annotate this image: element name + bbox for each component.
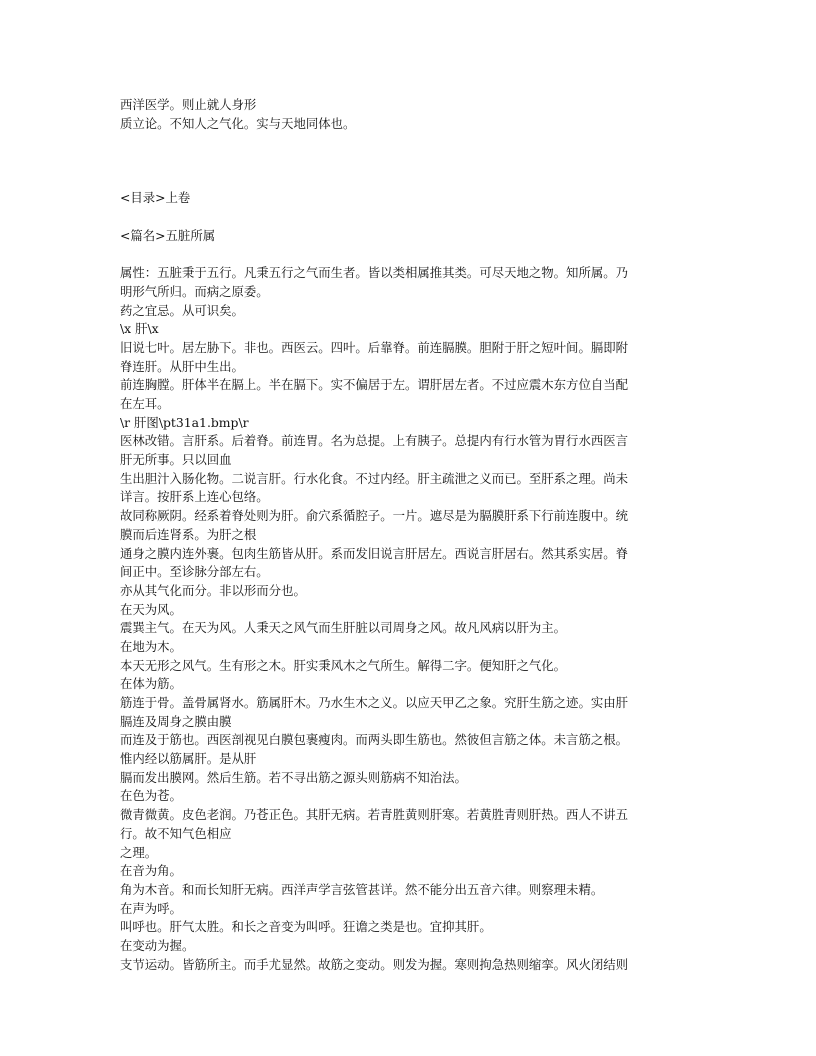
body-line: 在色为苍。	[120, 788, 182, 804]
body-line: 叫呼也。肝气太胜。和长之音变为叫呼。狂谵之类是也。宜抑其肝。	[120, 919, 492, 935]
document-page	[120, 96, 710, 974]
body-line: \r 肝图\pt31a1.bmp\r	[120, 414, 249, 430]
body-line: 亦从其气化而分。非以形而分也。	[120, 582, 306, 598]
body-line: 角为木音。和而长知肝无病。西洋声学言弦管甚详。然不能分出五音六律。则察理未精。	[120, 881, 604, 897]
body-line: \x 肝\x	[120, 321, 159, 337]
body-line: 膜而后连肾系。为肝之根	[120, 526, 257, 542]
body-line: 震巽主气。在天为风。人秉天之风气而生肝脏以司周身之风。故凡风病以肝为主。	[120, 620, 567, 636]
intro-line: 西洋医学。则止就人身形	[120, 97, 257, 112]
body-line: 本天无形之风气。生有形之木。肝实秉风木之气所生。解得二字。便知肝之气化。	[120, 657, 567, 673]
body-line: 脊连肝。从肝中生出。	[120, 358, 244, 374]
body-line: 肝无所事。只以回血	[120, 452, 232, 468]
spacer	[120, 246, 710, 265]
body-line: 膈而发出膜网。然后生筋。若不寻出筋之源头则筋病不知治法。	[120, 769, 467, 785]
spacer	[120, 208, 710, 227]
body-line: 故同称厥阴。经系着脊处则为肝。俞穴系循腔子。一片。遮尽是为膈膜肝系下行前连腹中。统	[120, 508, 629, 524]
body-line: 通身之膜内连外裹。包肉生筋皆从肝。系而发旧说言肝居左。西说言肝居右。然其系实居。脊	[120, 545, 629, 561]
body-line: 微青微黄。皮色老润。乃苍正色。其肝无病。若青胜黄则肝寒。若黄胜青则肝热。西人不讲五	[120, 807, 629, 823]
body-line: 详言。按肝系上连心包络。	[120, 489, 269, 505]
spacer	[120, 133, 710, 152]
body-line: 在声为呼。	[120, 900, 182, 916]
body-line: 在体为筋。	[120, 676, 182, 692]
body-line: 在变动为握。	[120, 937, 195, 953]
body-line: 筋连于骨。盖骨属肾水。筋属肝木。乃水生木之义。以应天甲乙之象。究肝生筋之迹。实由肝	[120, 695, 629, 710]
intro-line: 质立论。不知人之气化。实与天地同体也。	[120, 115, 356, 131]
body-line: 支节运动。皆筋所主。而手尤显然。故筋之变动。则发为握。寒则拘急热则缩挛。风火闭结则	[120, 956, 629, 972]
body-line: 在天为风。	[120, 601, 182, 617]
body-line: 惟内经以筋属肝。是从肝	[120, 751, 257, 767]
body-line: 在地为木。	[120, 638, 182, 654]
chapter-heading: <篇名>五脏所属	[120, 227, 216, 243]
body-line: 行。故不知气色相应	[120, 825, 232, 841]
body-line: 在左耳。	[120, 396, 170, 411]
body-line: 明形气所归。而病之原委。	[120, 283, 269, 299]
body-line: 在音为角。	[120, 863, 182, 879]
catalog-heading: <目录>上卷	[120, 190, 191, 206]
body-line: 旧说七叶。居左胁下。非也。西医云。四叶。后靠脊。前连膈膜。胆附于肝之短叶间。膈即附	[120, 339, 629, 355]
spacer	[120, 152, 710, 171]
body-line: 之理。	[120, 844, 158, 860]
body-text	[120, 264, 710, 974]
body-line: 属性：五脏秉于五行。凡秉五行之气而生者。皆以类相属推其类。可尽天地之物。知所属。乃	[120, 265, 629, 281]
body-line: 膈连及周身之膜由膜	[120, 713, 232, 729]
body-line: 医林改错。言肝系。后着脊。前连胃。名为总提。上有胰子。总提内有行水管为胃行水西医言	[120, 433, 629, 449]
body-line: 前连胸膛。肝体半在膈上。半在膈下。实不偏居于左。谓肝居左者。不过应震木东方位自当配	[120, 377, 629, 393]
body-line: 生出胆汁入肠化物。二说言肝。行水化食。不过内经。肝主疏泄之义而已。至肝系之理。尚未	[120, 470, 629, 486]
spacer	[120, 171, 710, 190]
body-line: 药之宜忌。从可识矣。	[120, 302, 244, 318]
body-line: 而连及于筋也。西医剖视见白膜包裹瘦肉。而两头即生筋也。然彼但言筋之体。未言筋之根。	[120, 732, 629, 748]
body-line: 间正中。至诊脉分部左右。	[120, 564, 269, 580]
